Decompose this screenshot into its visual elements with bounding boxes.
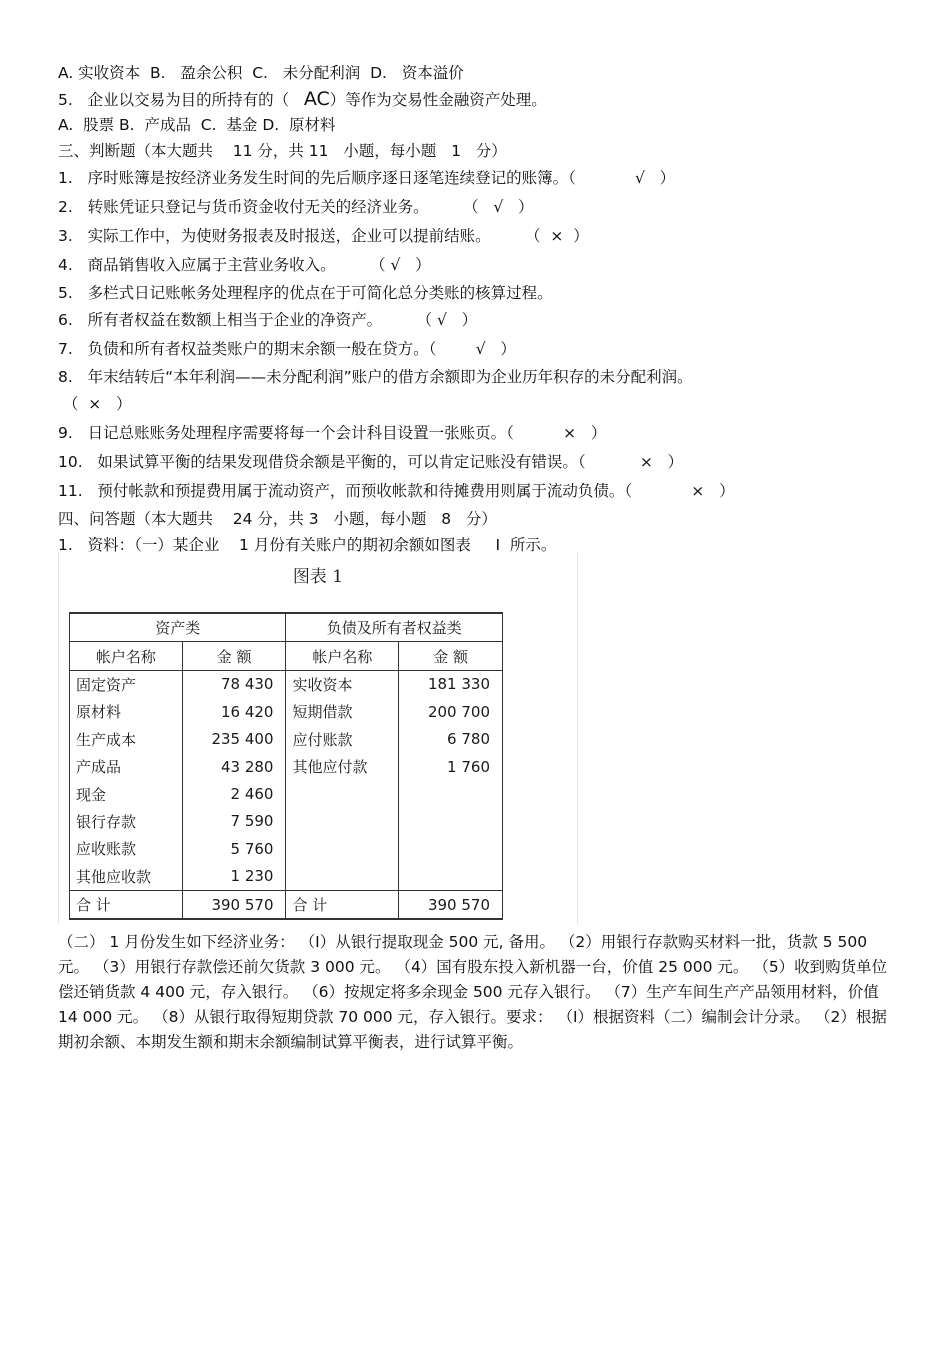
liab-amount [399, 780, 503, 807]
asset-amount: 5 760 [182, 835, 286, 862]
q5-tail: ）等作为交易性金融资产处理。 [329, 91, 547, 109]
liab-name: 短期借款 [286, 698, 399, 725]
table-row [70, 726, 503, 753]
asset-amount: 16 420 [182, 698, 286, 725]
column-header-row [70, 642, 503, 670]
col-amount-left: 金 额 [182, 642, 286, 670]
table-row [70, 808, 503, 835]
table-row [70, 835, 503, 862]
qa-1-transactions: （二） 1 月份发生如下经济业务： （I）从银行提取现金 500 元, 备用。 （2）用银行存款购买材料一批，货款 5 500 元。 （3）用银行存款偿还前欠货款 3 000 元。 （4）国有股东投入新机器一台，价值 25 000 元。 （5）收到购货单位偿还销货款 4 400 元，存入银行。 （6）按规定将多余现金 500 元存入银行。 （7）生产车间生产产品领用材料，价值 14 000 元。 （8）从银行取得短期贷款 70 000 元，存入银行。要求： （I）根据资料（二）编制会计分录。 （2）根据期初余额、本期发生额和期末余额编制试算平衡表，进行试算平衡。 [58, 933, 888, 1051]
total-label-left: 合 计 [70, 890, 183, 919]
liab-name: 其他应付款 [286, 753, 399, 780]
tf-item-4: 4. 商品销售收入应属于主营业务收入。 （ √ ） [58, 256, 431, 274]
balance-figure [58, 552, 578, 924]
liab-amount: 181 330 [399, 670, 503, 698]
document-body [58, 60, 888, 558]
asset-amount: 7 590 [182, 808, 286, 835]
liab-name [286, 835, 399, 862]
asset-name: 产成品 [70, 753, 183, 780]
col-name-left: 帐户名称 [70, 642, 183, 670]
tf-item-10: 10. 如果试算平衡的结果发现借贷余额是平衡的，可以肯定记账没有错误。（ × ） [58, 453, 684, 471]
table-row [70, 753, 503, 780]
table-row [70, 698, 503, 725]
liab-name [286, 808, 399, 835]
section-3-heading: 三、判断题（本大题共 11 分，共 11 小题，每小题 1 分） [58, 142, 507, 160]
total-label-right: 合 计 [286, 890, 399, 919]
tf-item-1: 1. 序时账簿是按经济业务发生时间的先后顺序逐日逐笔连续登记的账簿。（ √ ） [58, 169, 676, 187]
q4-options: A. 实收资本 B. 盈余公积 C. 未分配利润 D. 资本溢价 [58, 64, 464, 82]
qa-1-intro: 1. 资料：（一）某企业 1 月份有关账户的期初余额如图表 I 所示。 [58, 536, 557, 554]
asset-amount: 78 430 [182, 670, 286, 698]
liab-amount [399, 863, 503, 891]
asset-name: 现金 [70, 780, 183, 807]
group-header-row [70, 613, 503, 642]
tf-item-8: 8. 年末结转后“本年利润——未分配利润”账户的借方余额即为企业历年积存的未分配利润。 [58, 368, 693, 386]
asset-amount: 235 400 [182, 726, 286, 753]
asset-amount: 2 460 [182, 780, 286, 807]
total-amount-right: 390 570 [399, 890, 503, 919]
liab-amount: 200 700 [399, 698, 503, 725]
asset-name: 生产成本 [70, 726, 183, 753]
liab-amount: 6 780 [399, 726, 503, 753]
asset-name: 应收账款 [70, 835, 183, 862]
tf-item-7: 7. 负债和所有者权益类账户的期末余额一般在贷方。（ √ ） [58, 340, 516, 358]
asset-name: 固定资产 [70, 670, 183, 698]
total-row [70, 890, 503, 919]
q5-options: A. 股票 B. 产成品 C. 基金 D. 原材料 [58, 116, 336, 134]
figure-title: 图表 1 [292, 567, 344, 587]
liab-name [286, 780, 399, 807]
liab-name: 实收资本 [286, 670, 399, 698]
col-name-right: 帐户名称 [286, 642, 399, 670]
tf-item-11: 11. 预付帐款和预提费用属于流动资产，而预收帐款和待摊费用则属于流动负债。（ × ） [58, 482, 735, 500]
tf-item-6: 6. 所有者权益在数额上相当于企业的净资产。 （ √ ） [58, 311, 478, 329]
opening-balance-table [69, 612, 503, 920]
group-assets: 资产类 [70, 613, 286, 642]
asset-amount: 43 280 [182, 753, 286, 780]
liab-name: 应付账款 [286, 726, 399, 753]
total-amount-left: 390 570 [182, 890, 286, 919]
col-amount-right: 金 额 [399, 642, 503, 670]
liab-name [286, 863, 399, 891]
liab-amount: 1 760 [399, 753, 503, 780]
liab-amount [399, 808, 503, 835]
tf-item-8-answer: （ × ） [58, 395, 132, 413]
tf-item-3: 3. 实际工作中，为使财务报表及时报送，企业可以提前结账。 （ × ） [58, 227, 589, 245]
liab-amount [399, 835, 503, 862]
q5-stem: 5. 企业以交易为目的所持有的（ [58, 91, 290, 109]
asset-amount: 1 230 [182, 863, 286, 891]
table-row [70, 670, 503, 698]
table-row [70, 780, 503, 807]
table-row [70, 863, 503, 891]
tf-item-2: 2. 转账凭证只登记与货币资金收付无关的经济业务。 （ √ ） [58, 198, 534, 216]
section-4-heading: 四、问答题（本大题共 24 分，共 3 小题，每小题 8 分） [58, 510, 497, 528]
asset-name: 原材料 [70, 698, 183, 725]
q5-answer: AC [303, 88, 330, 110]
asset-name: 银行存款 [70, 808, 183, 835]
q5-question [58, 86, 888, 112]
group-liabilities: 负债及所有者权益类 [286, 613, 503, 642]
tf-item-9: 9. 日记总账账务处理程序需要将每一个会计科目设置一张账页。（ × ） [58, 424, 607, 442]
tf-item-5: 5. 多栏式日记账帐务处理程序的优点在于可简化总分类账的核算过程。 [58, 284, 553, 302]
asset-name: 其他应收款 [70, 863, 183, 891]
